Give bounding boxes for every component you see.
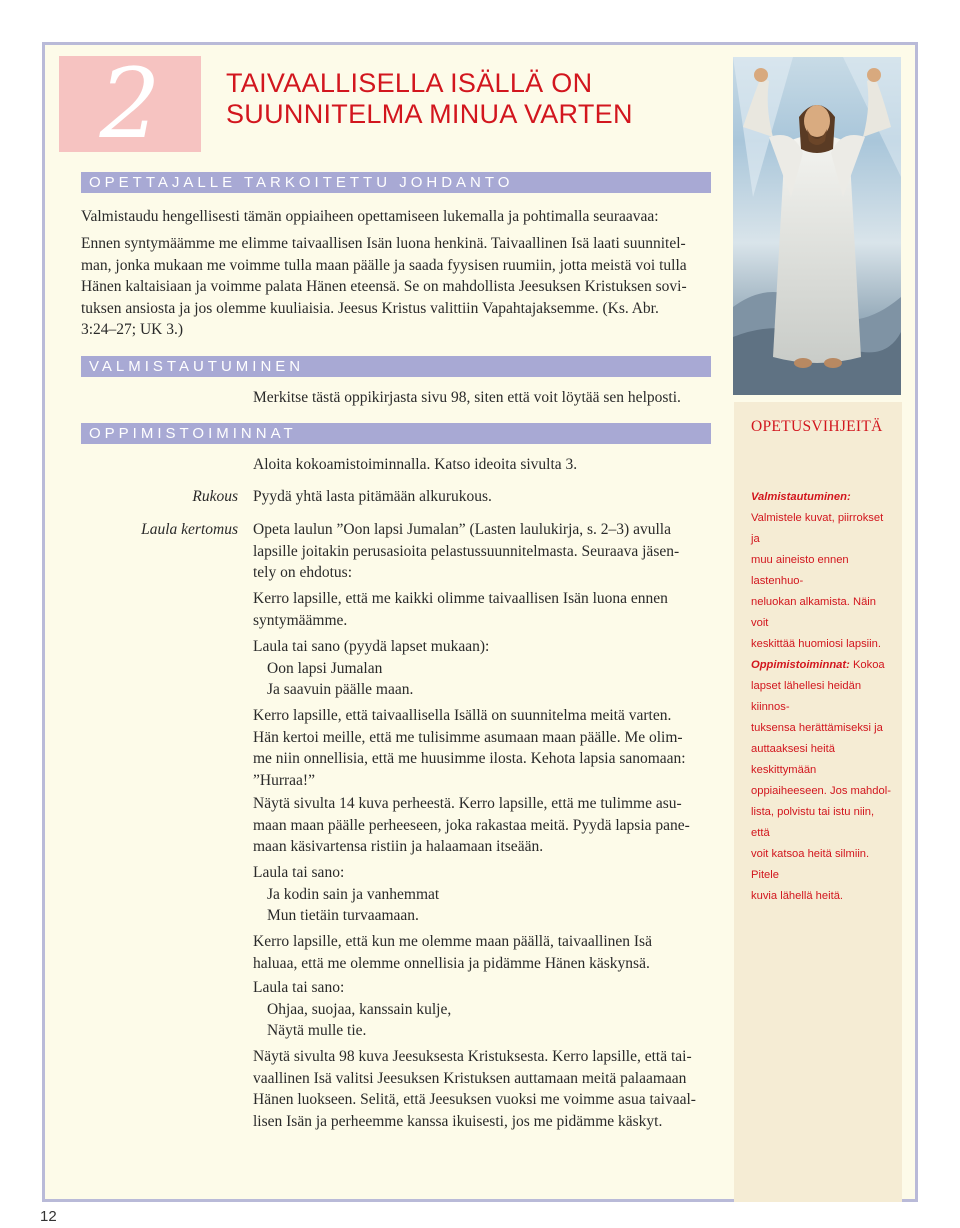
step-8-line: vaallinen Isä valitsi Jeesuksen Kristuksen auttamaan meitä palaamaan xyxy=(253,1069,687,1087)
step-1-line: Kerro lapsille, että me kaikki olimme taivaallisen Isän luona ennen xyxy=(253,590,668,607)
step-8-line: lisen Isän ja perheemme kanssa ikuisesti, jos me pidämme käskyt. xyxy=(253,1112,663,1130)
tip-activities-title: Oppimistoiminnat: xyxy=(751,659,850,671)
activities-heading: OPPIMISTOIMINNAT xyxy=(81,423,711,444)
song-intro-line: lapsille joitakin perusasioita pelastussuunnitelmasta. Seuraava jäsen- xyxy=(253,542,680,560)
prayer-text: Pyydä yhtä lasta pitämään alkurukous. xyxy=(253,488,492,505)
tip-preparation-title: Valmistautuminen: xyxy=(751,491,851,503)
tip-line: neluokan alkamista. Näin voit xyxy=(751,596,876,629)
chapter-title-line-2: SUUNNITELMA MINUA VARTEN xyxy=(226,99,633,129)
tip-line: kuvia lähellä heitä. xyxy=(751,890,844,902)
step-4-line: Näytä sivulta 14 kuva perheestä. Kerro lapsille, että me tulimme asu- xyxy=(253,795,682,812)
step-3-line: Hän kertoi meille, että me tulisimme asumaan maan päälle. Me olim- xyxy=(253,728,683,746)
song-verse-line: Mun tietäin turvaamaan. xyxy=(267,907,419,924)
song-intro-line: tely on ehdotus: xyxy=(253,564,353,581)
tip-line: Kokoa xyxy=(852,659,885,671)
tip-line: oppiaiheeseen. Jos mahdol- xyxy=(751,785,891,797)
step-3-line: ”Hurraa!” xyxy=(253,771,315,789)
step-3-line: Kerro lapsille, että taivaallisella Isällä on suunnitelma meitä varten. xyxy=(253,707,672,724)
intro-paragraph-line: Ennen syntymäämme me elimme taivaallisen Isän luona henkinä. Taivaallinen Isä laati suunnitel- xyxy=(81,235,686,252)
intro-paragraph-line: Hänen kaltaisiaan ja voimme palata Hänen eteensä. Se on mahdollista Jeesuksen Kristuksen sovi- xyxy=(81,278,687,295)
chapter-title-line-1: TAIVAALLISELLA ISÄLLÄ ON xyxy=(226,68,593,98)
chapter-title xyxy=(226,68,633,130)
step-8 xyxy=(253,1046,696,1132)
tip-activities xyxy=(751,655,891,907)
intro-paragraph-line: tuksen ansiosta ja jos olemme kuuliaisia. Jeesus Kristus valittiin Vapahtajaksemme. (Ks. Abr. xyxy=(81,299,659,317)
step-5 xyxy=(253,862,439,927)
step-1-line: syntymäämme. xyxy=(253,611,348,629)
step-6-line: Kerro lapsille, että kun me olemme maan päällä, taivaallinen Isä xyxy=(253,933,652,950)
song-verse-line: Näytä mulle tie. xyxy=(267,1022,367,1039)
song-verse-line: Ja kodin sain ja vanhemmat xyxy=(267,885,440,903)
song-label: Laula kertomus xyxy=(141,521,238,538)
song-verse-line: Ja saavuin päälle maan. xyxy=(267,681,414,698)
prayer-label: Rukous xyxy=(192,488,238,505)
intro-heading: OPETTAJALLE TARKOITETTU JOHDANTO xyxy=(81,172,711,193)
page-number: 12 xyxy=(40,1208,57,1225)
step-4-line: maan käsivartensa ristiin ja halaamaan itseään. xyxy=(253,838,544,855)
tip-line: auttaaksesi heitä keskittymään xyxy=(751,743,835,776)
song-verse-line: Oon lapsi Jumalan xyxy=(267,659,383,677)
song-intro-line: Opeta laulun ”Oon lapsi Jumalan” (Lasten laulukirja, s. 2–3) avulla xyxy=(253,521,671,538)
step-6 xyxy=(253,931,652,974)
tip-line: voit katsoa heitä silmiin. Pitele xyxy=(751,848,870,881)
tip-line: keskittää huomiosi lapsiin. xyxy=(751,638,881,650)
step-8-line: Näytä sivulta 98 kuva Jeesuksesta Kristuksesta. Kerro lapsille, että tai- xyxy=(253,1048,692,1065)
tip-line: muu aineisto ennen lastenhuo- xyxy=(751,554,849,587)
step-3-line: me niin onnellisia, että me huusimme ilosta. Kehota lapsia sanomaan: xyxy=(253,750,686,767)
step-4 xyxy=(253,793,690,858)
step-3 xyxy=(253,705,686,791)
tip-preparation xyxy=(751,487,891,655)
illustration-svg xyxy=(733,57,901,395)
step-1 xyxy=(253,588,668,631)
step-2 xyxy=(253,636,489,701)
chapter-number: 2 xyxy=(59,56,201,152)
step-5-line: Laula tai sano: xyxy=(253,864,345,881)
step-2-line: Laula tai sano (pyydä lapset mukaan): xyxy=(253,638,490,655)
step-4-line: maan maan päälle perheeseen, joka rakastaa meitä. Pyydä lapsia pane- xyxy=(253,816,690,834)
prep-text: Merkitse tästä oppikirjasta sivu 98, siten että voit löytää sen helposti. xyxy=(253,389,681,406)
intro-line: Valmistaudu hengellisesti tämän oppiaiheen opettamiseen lukemalla ja pohtimalla seuraavaa: xyxy=(81,208,659,225)
step-8-line: Hänen luokseen. Selitä, että Jeesuksen vuoksi me voimme asua taivaal- xyxy=(253,1091,696,1108)
tip-line: tuksensa herättämiseksi ja xyxy=(751,722,883,734)
prep-heading: VALMISTAUTUMINEN xyxy=(81,356,711,377)
teaching-tips-heading: OPETUSVIHJEITÄ xyxy=(751,418,883,435)
step-7-line: Laula tai sano: xyxy=(253,979,345,996)
intro-paragraph-line: man, jonka mukaan me voimme tulla maan päälle ja saada fyysisen ruumiin, jotta meistä voi tulla xyxy=(81,256,687,274)
jesus-illustration xyxy=(733,57,901,395)
tip-line: Valmistele kuvat, piirrokset ja xyxy=(751,512,884,545)
tip-line: lapset lähellesi heidän kiinnos- xyxy=(751,680,862,713)
song-intro xyxy=(253,519,679,584)
tip-line: lista, polvistu tai istu niin, että xyxy=(751,806,875,839)
intro-paragraph-line: 3:24–27; UK 3.) xyxy=(81,321,184,338)
step-6-line: haluaa, että me olemme onnellisia ja pidämme Hänen käskynsä. xyxy=(253,954,650,972)
activities-start: Aloita kokoamistoiminnalla. Katso ideoita sivulta 3. xyxy=(253,456,578,473)
step-7 xyxy=(253,977,451,1042)
song-verse-line: Ohjaa, suojaa, kanssain kulje, xyxy=(267,1000,452,1018)
intro-paragraph xyxy=(81,233,687,341)
